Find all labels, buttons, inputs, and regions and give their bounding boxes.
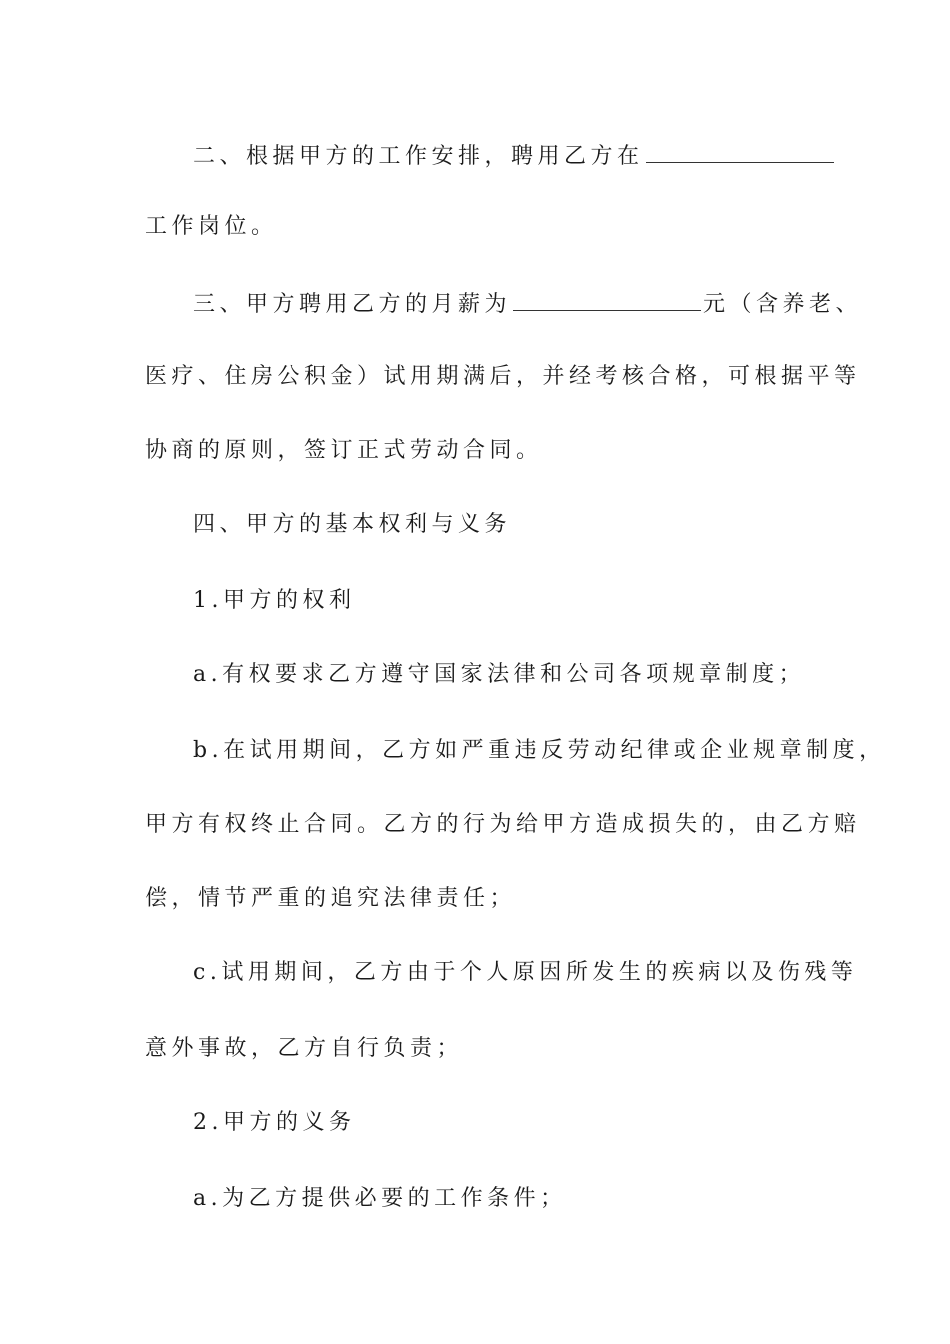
section-heading-clause-4 [193,510,873,540]
obligations-item-a: a.为乙方提供必要的工作条件； [193,1186,567,1211]
clause-2-text: 二、根据甲方的工作安排，聘用乙方在 [193,144,644,169]
rights-item-c: c.试用期间，乙方由于个人原因所发生的疾病以及伤残等 [193,960,858,985]
party-a-obligations-heading: 2.甲方的义务 [193,1110,356,1135]
clause-3-continuation-2: 协商的原则，签订正式劳动合同。 [145,438,543,463]
clause-3-text-after: 元（含养老、 [703,292,863,317]
list-item-rights-b-cont-1 [145,810,861,840]
rights-item-b: b.在试用期间，乙方如严重违反劳动纪律或企业规章制度， [193,738,886,763]
paragraph-line-clause-3-cont-2 [145,436,825,466]
position-blank-field[interactable] [646,140,834,163]
clause-4-heading: 四、甲方的基本权利与义务 [193,512,512,537]
party-a-rights-heading: 1.甲方的权利 [193,588,356,613]
rights-item-b-continuation-2: 偿，情节严重的追究法律责任； [145,886,517,911]
subsection-heading-rights [193,586,873,616]
list-item-rights-b [193,736,886,766]
clause-3-continuation-1: 医疗、住房公积金）试用期满后，并经考核合格，可根据平等 [145,364,861,389]
rights-item-a: a.有权要求乙方遵守国家法律和公司各项规章制度； [193,662,806,687]
paragraph-line-clause-3 [193,288,873,320]
paragraph-line-clause-2 [193,140,873,172]
rights-item-c-continuation: 意外事故，乙方自行负责； [145,1036,464,1061]
list-item-rights-b-cont-2 [145,884,825,914]
paragraph-line-clause-3-cont-1 [145,362,861,392]
list-item-rights-c-cont [145,1034,825,1064]
salary-blank-field[interactable] [513,288,701,311]
list-item-rights-a [193,660,873,690]
clause-2-continuation: 工作岗位。 [145,214,278,239]
list-item-rights-c [193,958,873,988]
subsection-heading-obligations [193,1108,873,1138]
paragraph-line-clause-2-cont [145,212,825,242]
clause-3-text: 三、甲方聘用乙方的月薪为 [193,292,512,317]
list-item-obligations-a [193,1184,873,1214]
rights-item-b-continuation-1: 甲方有权终止合同。乙方的行为给甲方造成损失的，由乙方赔 [145,812,861,837]
